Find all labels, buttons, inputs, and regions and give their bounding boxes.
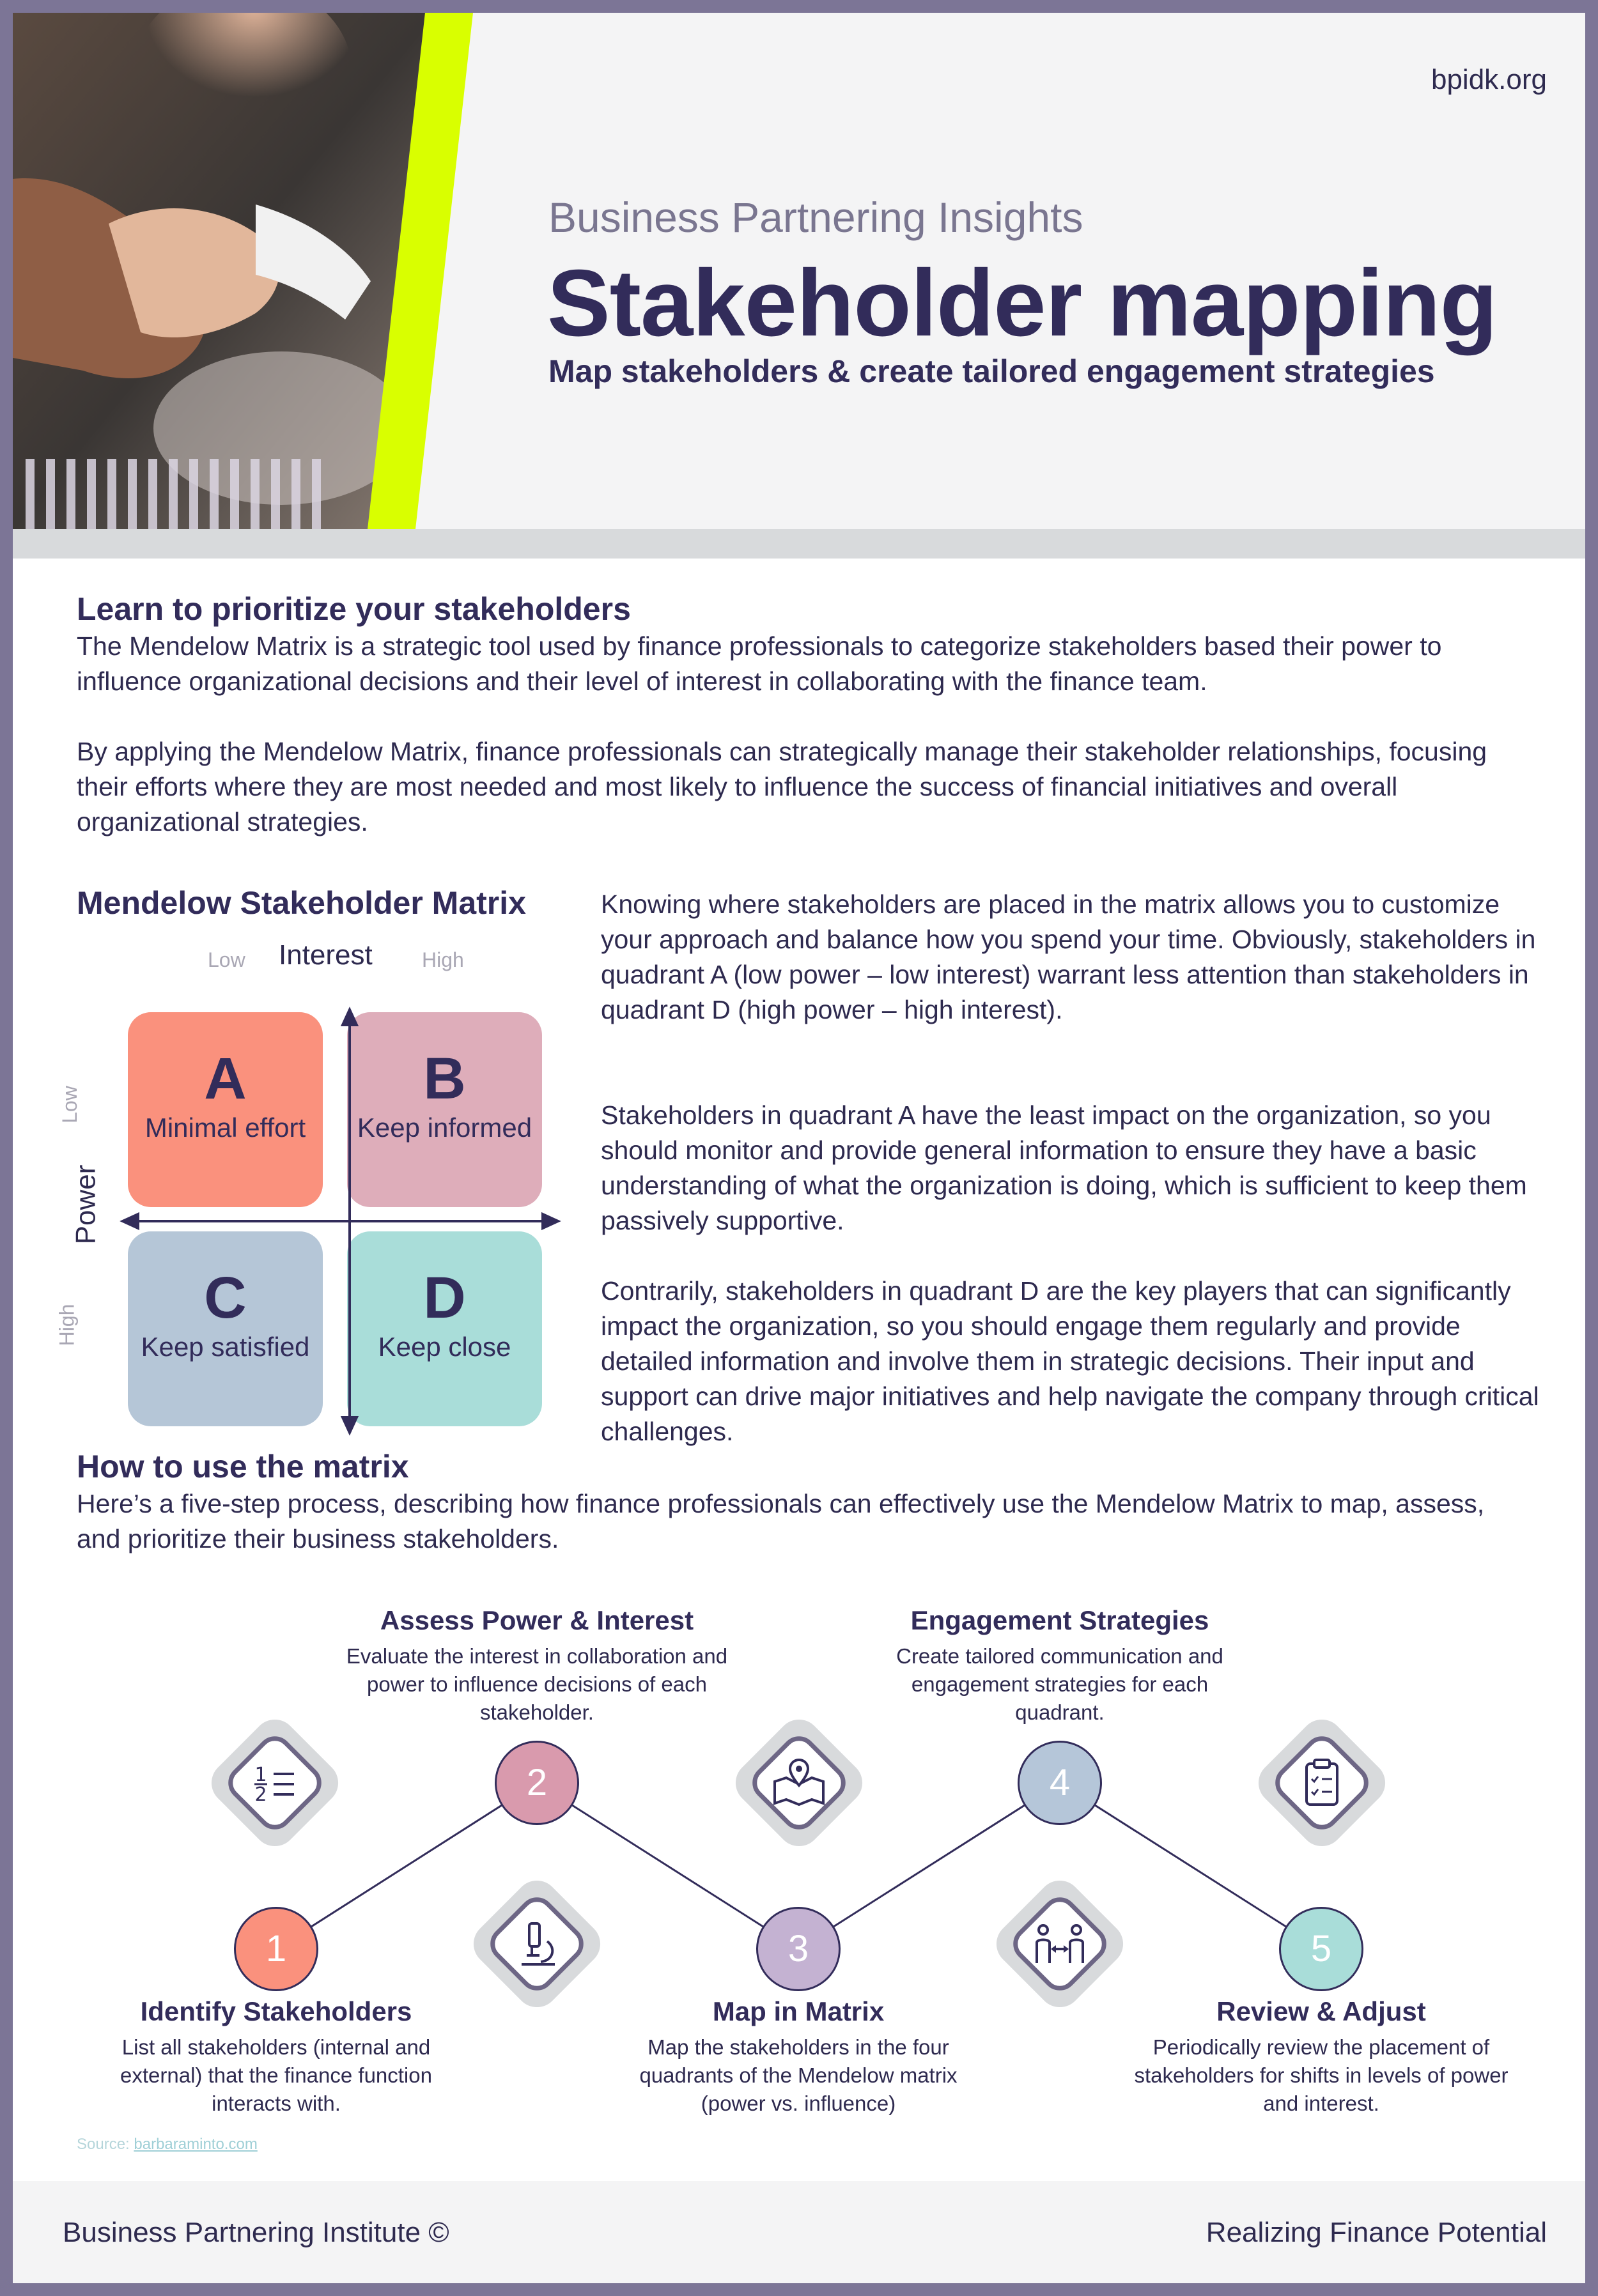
interest-axis-label: Interest: [279, 939, 373, 971]
explain-paragraph-2: Stakeholders in quadrant A have the least impact on the organization, so you should monitor and provide general information to ensure they have a basic understanding of what the organization is doing, which is sufficient to keep them passively supportive.: [601, 1100, 1527, 1235]
quadrant-c-letter: C: [204, 1265, 247, 1330]
step-3-number: 3: [756, 1907, 841, 1991]
footer-organization: Business Partnering Institute ©: [63, 2217, 449, 2248]
mendelow-matrix: [55, 939, 575, 1444]
howto-paragraph: Here’s a five-step process, describing how finance professionals can effectively use the Mendelow Matrix to map, assess, and prioritize their business stakeholders.: [77, 1489, 1485, 1553]
intro-paragraph-2: By applying the Mendelow Matrix, finance professionals can strategically manage their stakeholder relationships, focusing their efforts where they are most needed and most likely to influence the success of financial initiatives and overall organizational strategies.: [77, 737, 1487, 836]
interest-low-label: Low: [208, 948, 245, 971]
svg-text:1: 1: [254, 1764, 267, 1786]
quadrant-a-label: Minimal effort: [144, 1113, 306, 1143]
step-4-number: 4: [1018, 1741, 1102, 1825]
map-pin-icon: [722, 1706, 876, 1860]
clipboard-check-icon: [1245, 1706, 1399, 1860]
source-label: Source:: [77, 2136, 134, 2153]
series-title: Business Partnering Insights: [548, 194, 1083, 241]
page-title: Stakeholder mapping: [547, 250, 1497, 356]
step-2-number: 2: [495, 1741, 579, 1825]
step-2-title: Assess Power & Interest: [380, 1605, 694, 1635]
quadrant-d-letter: D: [423, 1265, 466, 1330]
interest-high-label: High: [422, 948, 464, 971]
explain-paragraph-3: Contrarily, stakeholders in quadrant D are the key players that can significantly impact the organization, so you should engage them regularly and provide detailed information and involve them in strategic decisions. Their input and support can drive major initiatives and help navigate the company through critical challenges.: [601, 1276, 1539, 1446]
header-banner: [13, 13, 1585, 529]
intro-heading: Learn to prioritize your stakeholders: [77, 591, 631, 627]
step-1-title: Identify Stakeholders: [140, 1996, 412, 2026]
power-low-label: Low: [58, 1086, 81, 1123]
matrix-heading: Mendelow Stakeholder Matrix: [77, 885, 526, 921]
site-url[interactable]: bpidk.org: [1431, 64, 1547, 95]
quadrant-c-label: Keep satisfied: [141, 1332, 310, 1362]
source-credit: [77, 2136, 258, 2153]
step-5-number: 5: [1279, 1907, 1363, 1991]
step-3-description: Map the stakeholders in the four quadrants of the Mendelow matrix (power vs. influence): [639, 2035, 958, 2115]
step-1-number: 1: [234, 1907, 318, 1991]
page-subtitle: Map stakeholders & create tailored engagement strategies: [548, 353, 1435, 389]
power-high-label: High: [55, 1304, 79, 1346]
footer-tagline: Realizing Finance Potential: [1206, 2217, 1547, 2248]
step-5-description: Periodically review the placement of stakeholders for shifts in levels of power and interest.: [1134, 2035, 1509, 2115]
howto-heading: How to use the matrix: [77, 1449, 409, 1484]
step-5-title: Review & Adjust: [1216, 1996, 1426, 2026]
intro-paragraph-1: The Mendelow Matrix is a strategic tool used by finance professionals to categorize stakeholders based their power to influence organizational decisions and their level of interest in collaborating with the finance team.: [77, 631, 1442, 696]
header-divider-band: [13, 529, 1585, 559]
process-steps: [13, 1591, 1585, 2134]
quadrant-b-label: Keep informed: [357, 1113, 532, 1143]
step-4-description: Create tailored communication and engagement strategies for each quadrant.: [896, 1644, 1223, 1724]
people-exchange-icon: [983, 1867, 1136, 2021]
page: [13, 13, 1585, 2283]
quadrant-a-letter: A: [204, 1046, 247, 1111]
numbered-list-icon: [198, 1706, 352, 1860]
step-2-description: Evaluate the interest in collaboration and power to influence decisions of each stakeholder.: [346, 1644, 728, 1724]
step-1-description: List all stakeholders (internal and external) that the finance function interacts with.: [120, 2035, 432, 2115]
matrix-axes: [64, 939, 575, 1444]
microscope-icon: [460, 1867, 614, 2021]
source-link[interactable]: barbaraminto.com: [134, 2136, 258, 2153]
power-axis-label: Power: [70, 1164, 102, 1245]
quadrant-b-letter: B: [423, 1046, 466, 1111]
explain-paragraph-1: Knowing where stakeholders are placed in the matrix allows you to customize your approach and balance how you spend your time. Obviously, stakeholders in quadrant A (low power – low interest) warrant less attention than stakeholders in quadrant D (high power – high interest).: [601, 890, 1536, 1024]
footer: [13, 2181, 1585, 2283]
svg-text:2: 2: [254, 1784, 267, 1806]
step-3-title: Map in Matrix: [712, 1996, 885, 2026]
quadrant-d-label: Keep close: [378, 1332, 511, 1362]
step-4-title: Engagement Strategies: [910, 1605, 1209, 1635]
handshake-photo: [13, 13, 486, 529]
